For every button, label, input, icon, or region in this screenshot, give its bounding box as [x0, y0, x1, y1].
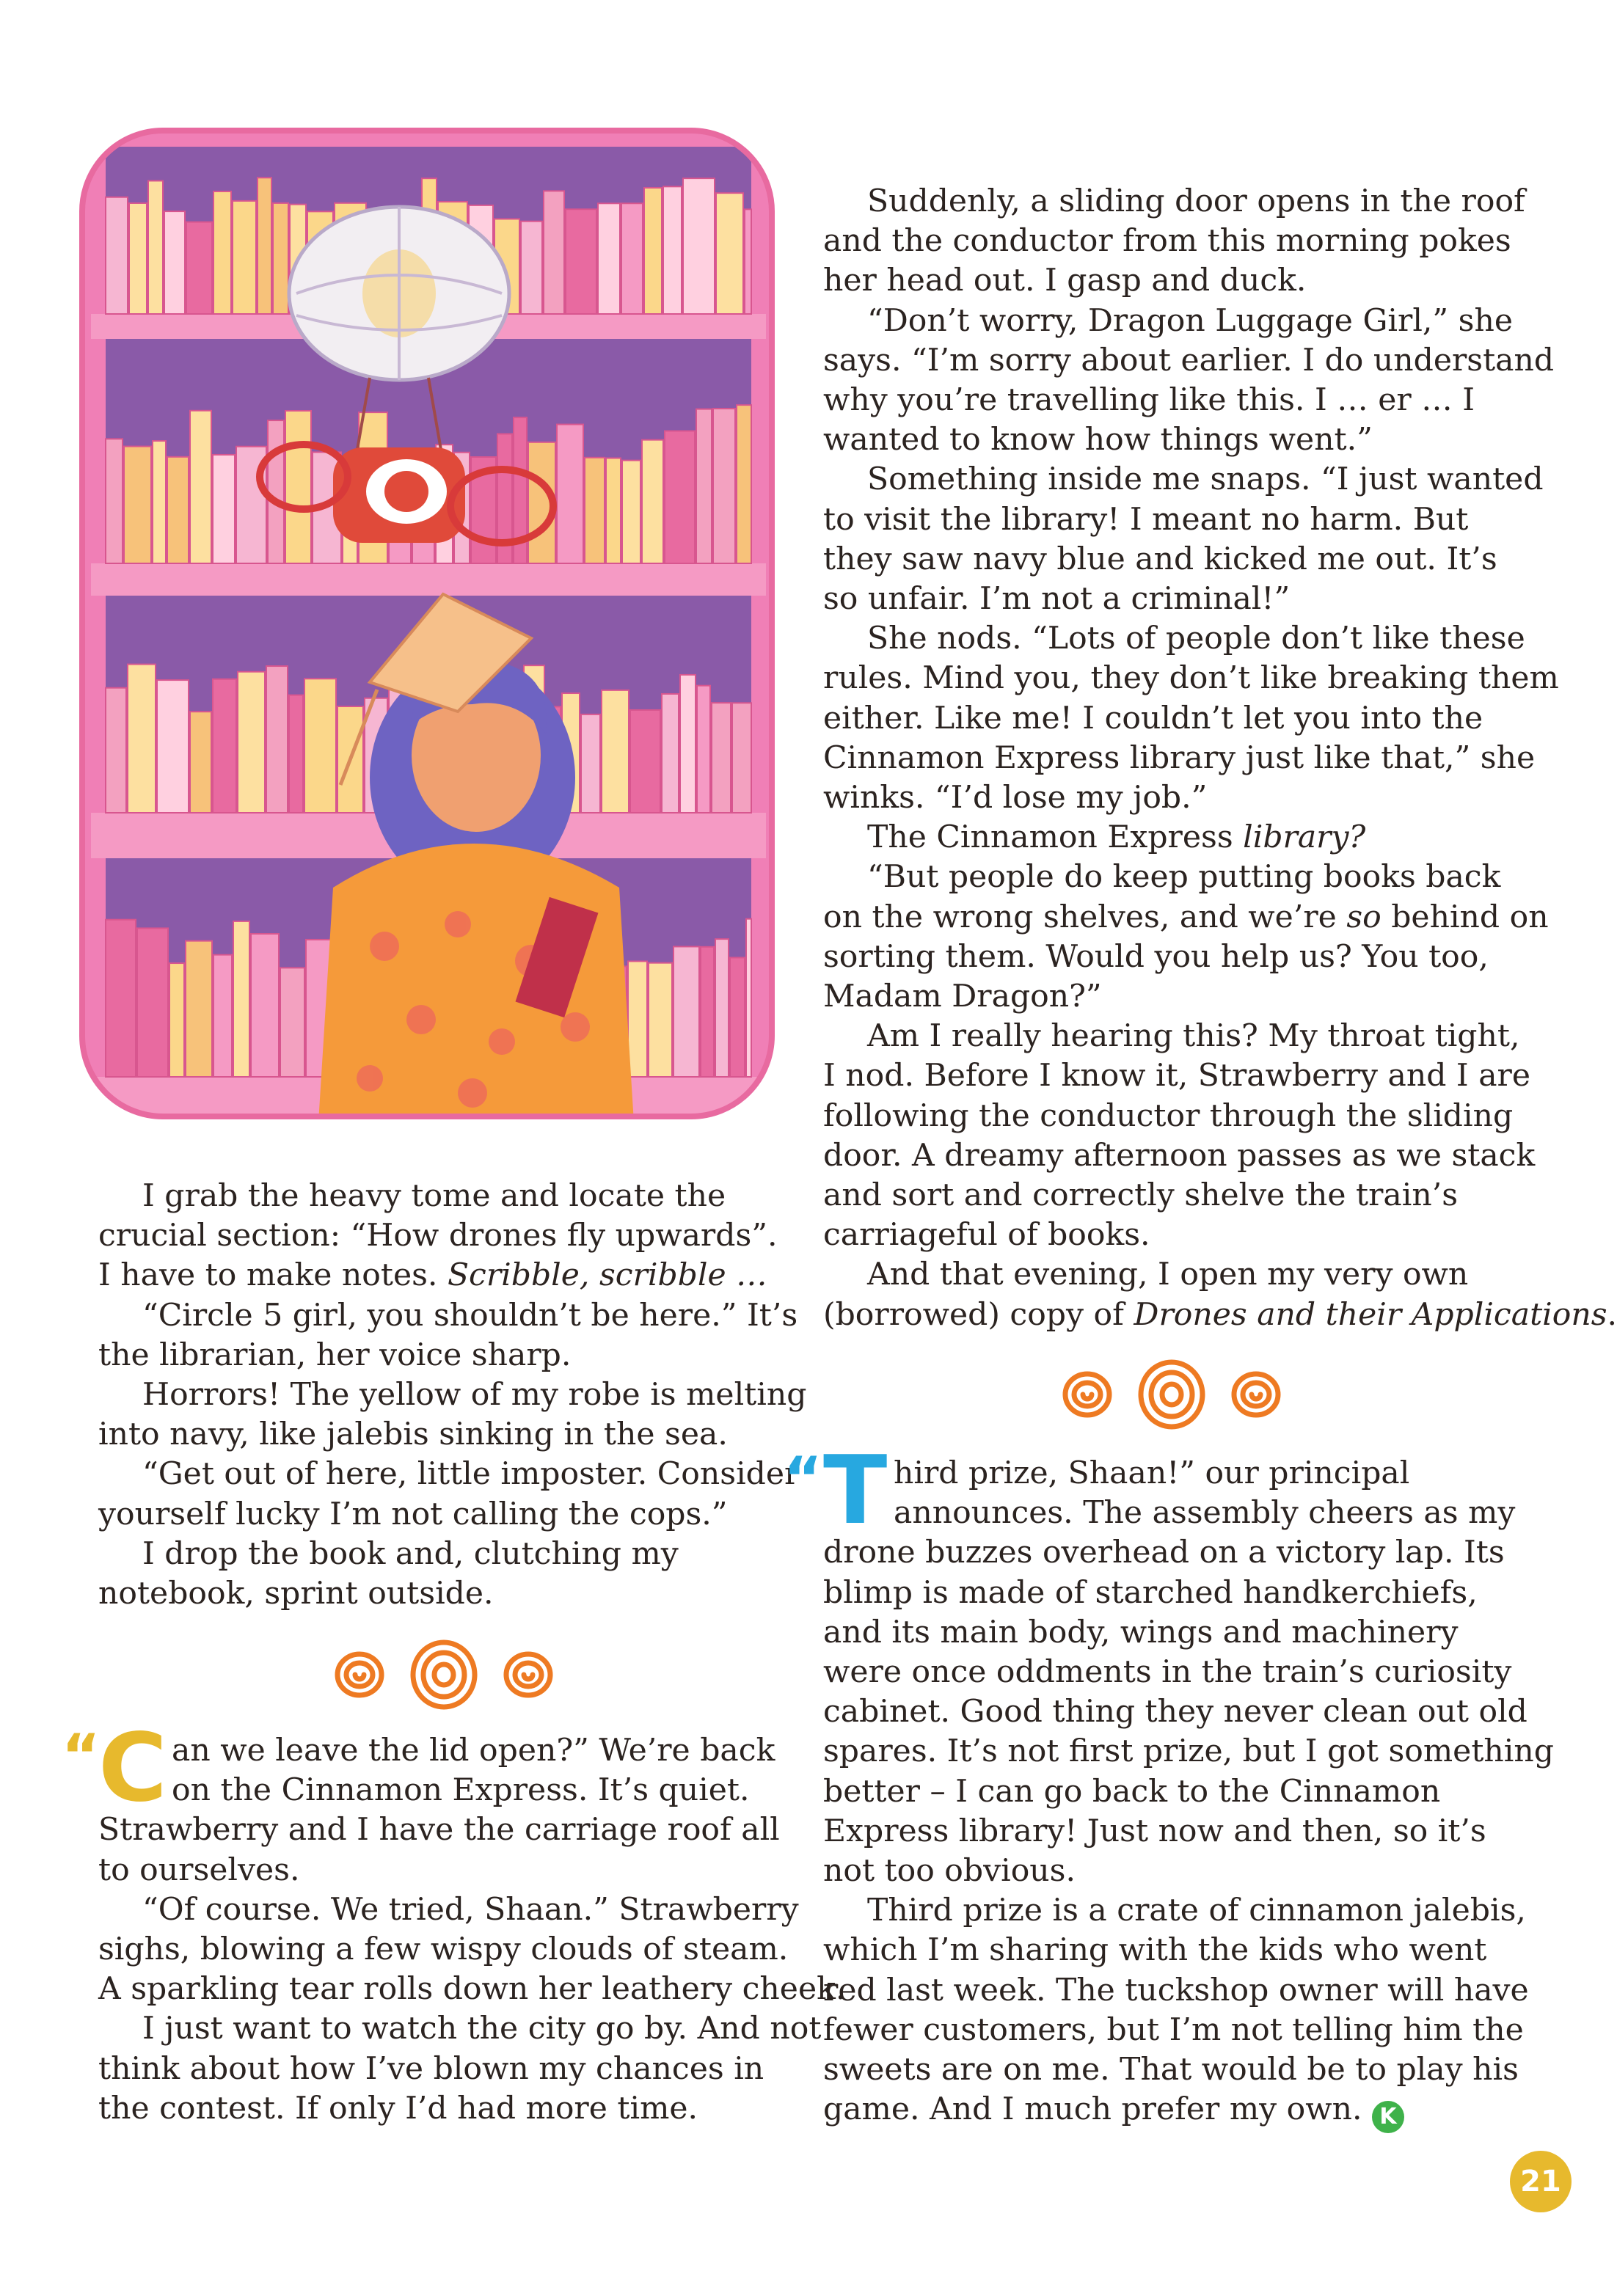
paragraph	[823, 619, 1525, 659]
paragraph-line	[823, 937, 1520, 977]
paragraph-line	[823, 420, 1520, 460]
book-spine	[124, 447, 151, 563]
italic-text: so	[1346, 899, 1381, 935]
text-line: fewer customers, but I’m not telling him the	[823, 2011, 1524, 2048]
text-line: either. Like me! I couldn’t let you into the	[823, 700, 1483, 736]
book-spine	[715, 939, 729, 1077]
book-spine	[649, 963, 672, 1077]
paragraph	[823, 818, 1520, 858]
book-spine	[169, 963, 184, 1077]
text-line: wanted to know how things went.”	[823, 422, 1373, 458]
paragraph-line	[98, 1336, 799, 1375]
section-break-ornament	[323, 1634, 565, 1715]
text-line: And that evening, I open my very own	[867, 1257, 1469, 1293]
text-line: game. And I much prefer my own.	[823, 2091, 1373, 2128]
book-spine	[557, 425, 583, 563]
text-line: Strawberry and I have the carriage roof all	[98, 1812, 780, 1849]
text-line: Am I really hearing this? My throat tight,	[867, 1018, 1520, 1055]
book-spine	[680, 675, 696, 813]
paragraph-line	[823, 1295, 1617, 1335]
text-line: Madam Dragon?”	[823, 979, 1102, 1015]
paragraph-line	[823, 341, 1555, 381]
paragraph-line	[98, 1574, 799, 1614]
book-spine	[285, 411, 311, 563]
paragraph-line	[823, 1215, 1520, 1255]
text-line: (borrowed) copy of	[823, 1296, 1134, 1333]
book-spine	[732, 703, 751, 813]
text-line: hird prize, Shaan!” our principal	[894, 1455, 1410, 1491]
text-line: sighs, blowing a few wispy clouds of steam.	[98, 1931, 789, 1968]
paragraph-line	[823, 222, 1520, 261]
paragraph-line	[98, 1731, 799, 1771]
paragraph-line	[823, 1533, 1520, 1573]
text-line: door. A dreamy afternoon passes as we stack	[823, 1137, 1536, 1174]
text-line: why you’re travelling like this. I … er … I	[823, 382, 1475, 419]
book-spine	[268, 420, 284, 563]
text-line: says. “I’m sorry about earlier. I do understand	[823, 342, 1555, 379]
paragraph-line	[823, 1653, 1520, 1692]
text-line: and sort and correctly shelve the train’s	[823, 1177, 1459, 1214]
book-spine	[701, 947, 714, 1077]
text-line: were once oddments in the train’s curiosity	[823, 1654, 1512, 1691]
book-spine	[258, 178, 271, 314]
paragraph-line	[823, 977, 1520, 1017]
text-line: carriageful of books.	[823, 1217, 1150, 1254]
book-spine	[630, 710, 660, 813]
paragraph	[823, 301, 1520, 341]
text-line: Suddenly, a sliding door opens in the roof	[867, 183, 1525, 219]
paragraph-line	[98, 1256, 799, 1295]
text-line: Something inside me snaps. “I just wanted	[867, 461, 1544, 498]
paragraph-line	[98, 1930, 799, 1970]
paragraph	[98, 1375, 807, 1415]
paragraph-line	[823, 1772, 1520, 1812]
paragraph-line	[823, 2011, 1524, 2050]
text-line: spares. It’s not first prize, but I got something	[823, 1733, 1554, 1770]
paragraph-line	[823, 1812, 1520, 1851]
paragraph-line	[98, 1495, 799, 1535]
paragraph	[823, 1255, 1520, 1295]
paragraph	[823, 182, 1525, 222]
text-line: winks. “I’d lose my job.”	[823, 780, 1208, 816]
text-line: not too obvious.	[823, 1853, 1076, 1890]
book-spine	[730, 957, 745, 1077]
book-spine	[621, 203, 643, 314]
paragraph	[98, 1177, 799, 1216]
text-line: I grab the heavy tome and locate the	[142, 1178, 726, 1214]
book-spine	[190, 411, 211, 563]
left-column	[98, 1177, 807, 1614]
paragraph-line	[823, 1692, 1527, 1732]
text-line: following the conductor through the sliding	[823, 1097, 1514, 1134]
book-spine	[585, 458, 605, 563]
paragraph-line	[823, 1454, 1520, 1494]
paragraph-line	[823, 898, 1549, 937]
text-line: and the conductor from this morning pokes	[823, 223, 1511, 260]
book-spine	[157, 680, 189, 813]
book-spine	[745, 209, 751, 314]
paragraph-line	[98, 1851, 799, 1890]
section-break-ornament	[1051, 1354, 1293, 1435]
paragraph-line	[823, 580, 1520, 619]
book-spine	[683, 178, 715, 314]
book-spine	[153, 441, 166, 563]
italic-text: Drones and their Applications	[1134, 1296, 1607, 1333]
text-line: “Don’t worry, Dragon Luggage Girl,” she	[867, 302, 1513, 339]
book-spine	[622, 461, 640, 563]
paragraph-line	[823, 261, 1520, 301]
text-line: on the wrong shelves, and we’re	[823, 899, 1347, 935]
paragraph-line	[823, 699, 1520, 739]
text-line: I nod. Before I know it, Strawberry and I are	[823, 1058, 1531, 1094]
text-line: cabinet. Good thing they never clean out old	[823, 1694, 1527, 1730]
paragraph-line	[98, 1771, 799, 1810]
text-line: the contest. If only I’d had more time.	[98, 2090, 698, 2127]
paragraph	[823, 1017, 1520, 1056]
text-line: so unfair. I’m not a criminal!”	[823, 581, 1291, 618]
text-line: She nods. “Lots of people don’t like these	[867, 621, 1525, 657]
text-line: drone buzzes overhead on a victory lap. Its	[823, 1535, 1505, 1571]
text-line: .	[1607, 1296, 1617, 1333]
paragraph	[823, 460, 1544, 500]
text-line: “Circle 5 girl, you shouldn’t be here.” It’s	[142, 1297, 798, 1334]
text-line: to visit the library! I meant no harm. But	[823, 501, 1469, 538]
paragraph-line	[98, 1415, 799, 1455]
left-column-section-2	[62, 1714, 846, 2129]
book-spine	[662, 694, 679, 813]
book-spine	[674, 946, 699, 1077]
right-column	[823, 182, 1617, 1335]
text-line: Third prize is a crate of cinnamon jalebis,	[867, 1893, 1526, 1929]
text-line: sorting them. Would you help us? You too,	[823, 938, 1489, 975]
drop-cap: C	[98, 1714, 167, 1823]
paragraph-line	[823, 739, 1536, 778]
book-spine	[716, 193, 743, 314]
text-line: A sparkling tear rolls down her leathery cheek.	[98, 1971, 846, 2008]
text-line: announces. The assembly cheers as my	[894, 1495, 1516, 1532]
text-line: think about how I’ve blown my chances in	[98, 2050, 764, 2087]
book-spine	[233, 921, 249, 1077]
book-spine	[106, 688, 126, 813]
paragraph-line	[823, 381, 1520, 420]
book-spine	[213, 679, 236, 813]
book-spine	[642, 440, 663, 563]
paragraph-line	[98, 2050, 799, 2089]
text-line: an we leave the lid open?” We’re back	[172, 1733, 775, 1769]
page-number: 21	[1510, 2151, 1572, 2212]
paragraph-line	[823, 2090, 1520, 2133]
quote-mark: “	[62, 1722, 101, 1790]
text-line: into navy, like jalebis sinking in the sea.	[98, 1416, 728, 1453]
end-mark-icon: K	[1372, 2101, 1404, 2133]
paragraph-line	[823, 1931, 1520, 1970]
paragraph	[98, 1455, 799, 1494]
book-spine	[665, 431, 695, 563]
book-spine	[628, 961, 647, 1077]
text-line: which I’m sharing with the kids who went	[823, 1932, 1487, 1969]
italic-text: library?	[1243, 819, 1366, 856]
paragraph-line	[98, 1216, 799, 1256]
text-line: crucial section: “How drones fly upwards”.	[98, 1218, 778, 1254]
paragraph-line	[98, 1810, 799, 1850]
book-spine	[644, 188, 662, 314]
paragraph-line	[823, 540, 1520, 580]
paragraph-line	[823, 659, 1559, 698]
text-line: I drop the book and, clutching my	[142, 1535, 679, 1572]
paragraph-line	[823, 1851, 1520, 1891]
book-spine	[190, 712, 211, 813]
text-line: I have to make notes.	[98, 1257, 448, 1294]
paragraph	[98, 1296, 799, 1336]
text-line: notebook, sprint outside.	[98, 1576, 494, 1612]
book-spine	[746, 919, 751, 1077]
book-spine	[137, 928, 168, 1077]
drop-cap: T	[823, 1436, 888, 1546]
book-spine	[581, 714, 600, 813]
paragraph-line	[823, 1732, 1554, 1772]
paragraph-line	[823, 1176, 1520, 1215]
book-spine	[213, 455, 235, 563]
text-line: behind on	[1381, 899, 1549, 935]
book-spine	[566, 209, 596, 314]
paragraph-line	[823, 1971, 1529, 2011]
book-spine	[697, 686, 710, 813]
book-spine	[106, 920, 136, 1077]
paragraph-line	[823, 1056, 1531, 1096]
text-line: The Cinnamon Express	[867, 819, 1244, 856]
paragraph-line	[98, 2089, 799, 2129]
book-spine	[304, 679, 336, 813]
book-spine	[213, 191, 231, 314]
text-line: “Get out of here, little imposter. Consider	[142, 1456, 800, 1493]
book-spine	[521, 222, 542, 314]
text-line: and its main body, wings and machinery	[823, 1614, 1459, 1650]
text-line: yourself lucky I’m not calling the cops.”	[98, 1496, 728, 1532]
book-spine	[148, 180, 163, 314]
book-spine	[606, 458, 621, 563]
paragraph	[98, 2009, 822, 2049]
text-line: Horrors! The yellow of my robe is melting	[142, 1377, 807, 1414]
text-line: “But people do keep putting books back	[867, 859, 1501, 896]
text-line: they saw navy blue and kicked me out. It’s	[823, 541, 1497, 577]
right-column-section-2	[784, 1436, 1554, 2133]
book-spine	[186, 941, 212, 1077]
text-line: better – I can go back to the Cinnamon	[823, 1773, 1441, 1810]
book-spine	[233, 201, 256, 314]
book-spine	[251, 934, 279, 1077]
paragraph-line	[823, 1494, 1520, 1533]
text-line: red last week. The tuckshop owner will have	[823, 1972, 1529, 2008]
book-spine	[289, 695, 303, 813]
text-line: I just want to watch the city go by. And not	[142, 2011, 822, 2047]
italic-text: Scribble, scribble …	[447, 1257, 767, 1294]
book-spine	[106, 439, 123, 563]
paragraph-line	[823, 500, 1520, 540]
text-line: sweets are on me. That would be to play his	[823, 2052, 1519, 2088]
book-spine	[712, 703, 731, 813]
paragraph-line	[823, 1613, 1520, 1653]
book-spine	[602, 690, 629, 813]
paragraph-line	[98, 1970, 846, 2009]
book-spine	[713, 409, 735, 563]
text-line: Express library! Just now and then, so it’s	[823, 1813, 1486, 1849]
book-spine	[128, 665, 156, 813]
quote-mark: “	[784, 1444, 822, 1513]
book-spine	[238, 672, 265, 813]
book-spine	[663, 186, 682, 314]
book-spine	[167, 457, 189, 563]
text-line: to ourselves.	[98, 1851, 300, 1888]
text-line: on the Cinnamon Express. It’s quiet.	[172, 1772, 750, 1809]
book-spine	[598, 203, 620, 314]
paragraph-line	[823, 1573, 1520, 1613]
paragraph-line	[823, 1136, 1536, 1176]
book-spine	[266, 666, 288, 813]
book-spine	[737, 405, 751, 563]
paragraph-line	[823, 1097, 1520, 1136]
book-spine	[273, 203, 288, 314]
book-spine	[186, 222, 212, 314]
paragraph	[823, 858, 1520, 897]
text-line: the librarian, her voice sharp.	[98, 1337, 572, 1373]
book-spine	[213, 955, 232, 1077]
paragraph-line	[823, 2050, 1520, 2090]
book-spine	[106, 197, 128, 314]
text-line: “Of course. We tried, Shaan.” Strawberry	[142, 1891, 799, 1928]
book-spine	[280, 968, 304, 1077]
text-line: Cinnamon Express library just like that,” she	[823, 739, 1536, 776]
illustration-girl-with-drone-in-library	[76, 125, 778, 1122]
paragraph	[823, 1891, 1526, 1931]
book-spine	[129, 203, 147, 314]
book-spine	[164, 211, 185, 314]
book-spine	[544, 191, 564, 314]
text-line: rules. Mind you, they don’t like breaking them	[823, 660, 1559, 697]
text-line: blimp is made of starched handkerchiefs,	[823, 1574, 1478, 1611]
paragraph	[98, 1535, 799, 1574]
paragraph-line	[823, 778, 1520, 818]
text-line: her head out. I gasp and duck.	[823, 263, 1307, 299]
book-spine	[696, 409, 712, 563]
paragraph	[98, 1890, 799, 1930]
